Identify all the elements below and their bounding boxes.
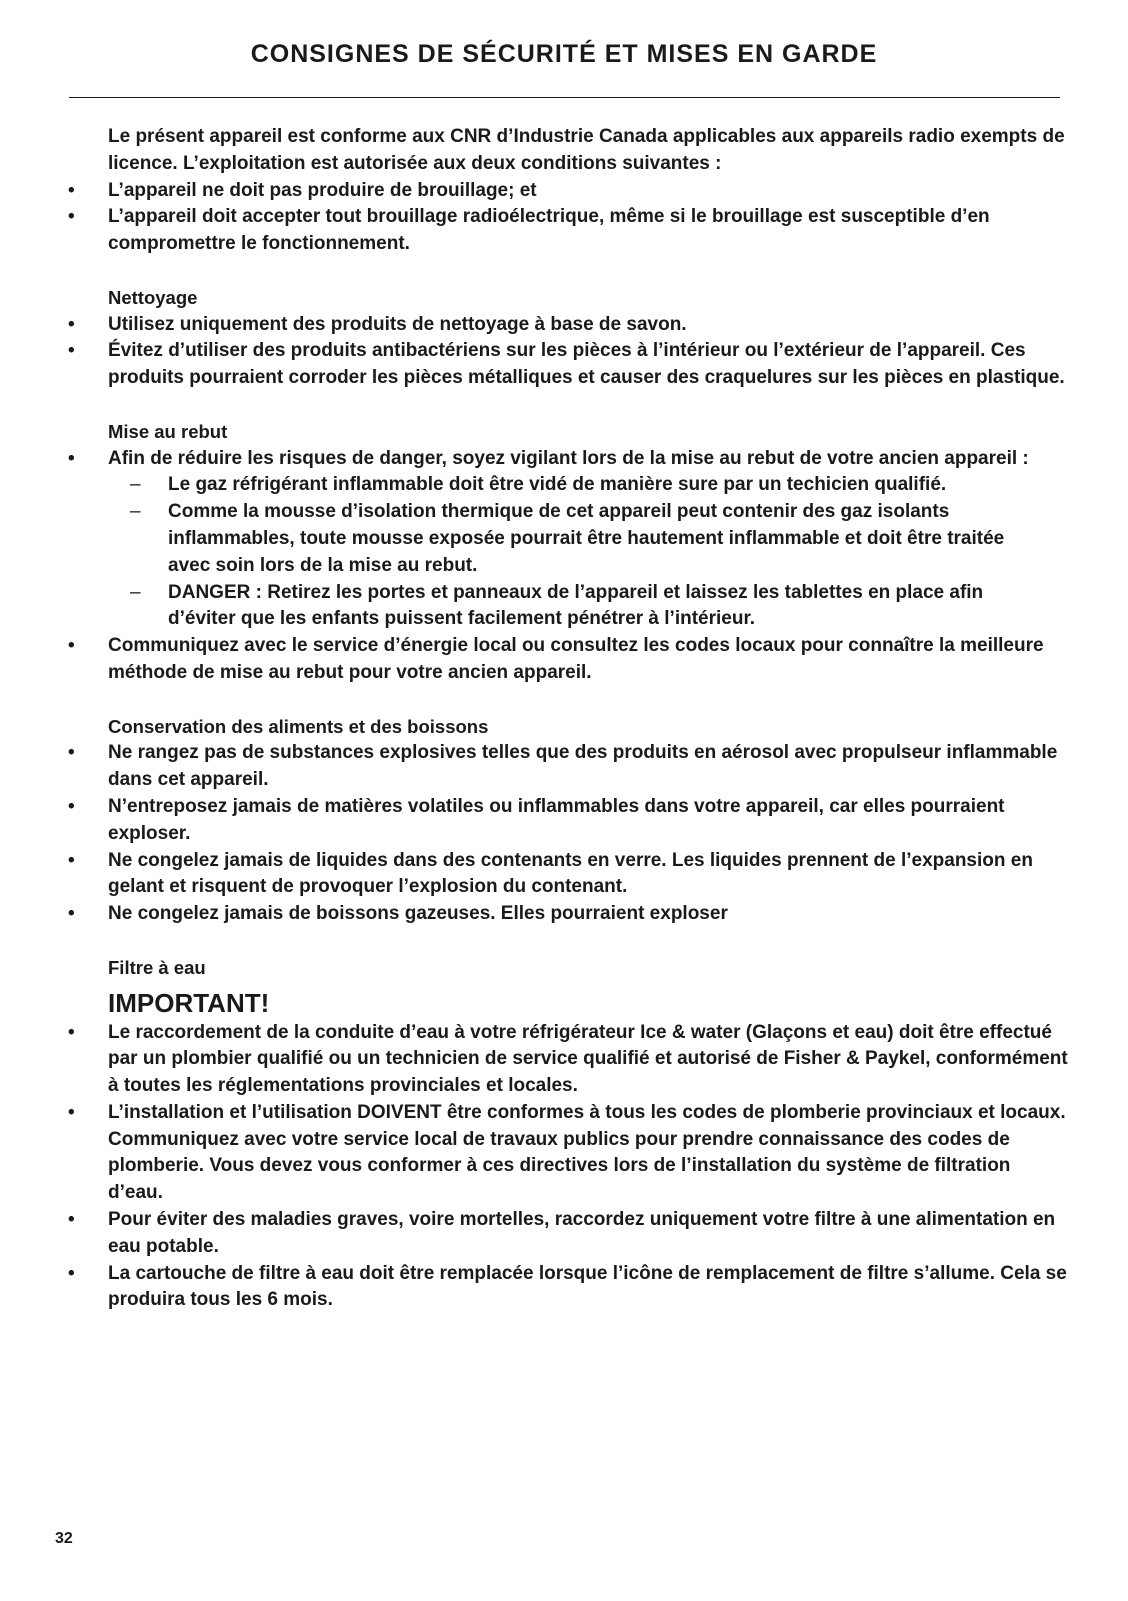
filtre-bullet-list	[0, 1020, 1128, 1315]
list-item: • La cartouche de filtre à eau doit être remplacée lorsque l’icône de remplacement de filtre s’allume. Cela se produira tous les 6 mois.	[68, 1262, 1067, 1311]
page-number: 32	[55, 1530, 73, 1547]
section-heading: Filtre à eau	[108, 956, 206, 978]
bullet-icon: •	[68, 447, 75, 469]
section-filtre	[0, 955, 1128, 1315]
rebut-sub-list	[108, 472, 1068, 633]
section-mise-au-rebut	[0, 419, 1128, 687]
intro-bullet-list	[0, 178, 1128, 258]
list-item: • Afin de réduire les risques de danger, soyez vigilant lors de la mise au rebut de votre ancien appareil : – Le gaz réfrigérant inflammable doit être vidé de manière sure par un techicien qualifié. – Comme la mousse d’isolation thermique de cet appareil peut contenir des gaz isolants inflammables, toute mousse exposée pourrait être hautement inflammable et doit être traitée avec soin lors de la mise au rebut. – DANGER : Retirez les portes et panneaux de l’appareil et laissez les tablettes en place afin d’éviter que les enfants puissent facilement pénétrer à l’intérieur.	[0, 446, 1068, 634]
bullet-icon: •	[68, 635, 75, 657]
bullet-icon: •	[68, 206, 75, 228]
bullet-icon: •	[68, 742, 75, 764]
sub-list-item: – Le gaz réfrigérant inflammable doit être vidé de manière sure par un techicien qualifié.	[108, 472, 1048, 499]
bullet-icon: •	[68, 795, 75, 817]
bullet-icon: •	[68, 179, 75, 201]
list-item: • Communiquez avec le service d’énergie local ou consultez les codes locaux pour connaître la meilleure méthode de mise au rebut pour votre ancien appareil.	[68, 635, 1044, 683]
important-heading: IMPORTANT!	[108, 987, 270, 1018]
document-body	[0, 124, 1128, 1314]
bullet-icon: •	[68, 1209, 75, 1231]
page-title: CONSIGNES DE SÉCURITÉ ET MISES EN GARDE	[250, 40, 878, 68]
section-heading: Conservation des aliments et des boissons	[108, 715, 489, 737]
list-item: • L’installation et l’utilisation DOIVENT être conformes à tous les codes de plomberie provinciaux et locaux. Communiquez avec votre service local de travaux publics pour prendre connaissance des codes de plomberie. Vous devez vous conformer à ces directives lors de l’installation du système de filtration d’eau.	[68, 1101, 1066, 1204]
bullet-icon: •	[68, 1021, 75, 1043]
section-heading: Mise au rebut	[108, 420, 228, 442]
section-nettoyage	[0, 285, 1128, 392]
bullet-icon: •	[68, 313, 75, 335]
bullet-icon: •	[68, 849, 75, 871]
list-item: • N’entreposez jamais de matières volatiles ou inflammables dans votre appareil, car elles pourraient exploser.	[68, 795, 1005, 844]
dash-icon: –	[130, 474, 141, 496]
list-item: • L’appareil doit accepter tout brouillage radioélectrique, même si le brouillage est susceptible d’en compromettre le fonctionnement.	[68, 206, 990, 255]
list-item: • Le raccordement de la conduite d’eau à votre réfrigérateur Ice & water (Glaçons et eau) doit être effectué par un plombier qualifié ou un technicien de service qualifié et autorisé de Fisher & Paykel, conformément à toutes les réglementations provinciales et locales.	[68, 1021, 1068, 1097]
dash-icon: –	[130, 581, 141, 603]
list-item: • Utilisez uniquement des produits de nettoyage à base de savon.	[0, 312, 1068, 339]
bullet-icon: •	[68, 903, 75, 925]
rebut-bullet-list	[0, 446, 1128, 687]
list-item: • Ne congelez jamais de liquides dans des contenants en verre. Les liquides prennent de l’expansion en gelant et risquent de provoquer l’explosion du contenant.	[68, 849, 1033, 898]
section-heading: Nettoyage	[108, 286, 198, 308]
conservation-bullet-list	[0, 740, 1128, 928]
header-divider	[69, 97, 1060, 98]
bullet-icon: •	[68, 1101, 75, 1123]
bullet-icon: •	[68, 340, 75, 362]
dash-icon: –	[130, 501, 141, 523]
bullet-icon: •	[68, 1262, 75, 1284]
intro-paragraph: Le présent appareil est conforme aux CNR d’Industrie Canada applicables aux appareils radio exempts de licence. L’exploitation est autorisée aux deux conditions suivantes :	[108, 126, 1065, 174]
sub-list-item: – Comme la mousse d’isolation thermique de cet appareil peut contenir des gaz isolants inflammables, toute mousse exposée pourrait être hautement inflammable et doit être traitée avec soin lors de la mise au rebut.	[130, 501, 1005, 576]
section-conservation	[0, 714, 1128, 928]
list-item: • L’appareil ne doit pas produire de brouillage; et	[0, 178, 1068, 205]
list-item: • Évitez d’utiliser des produits antibactériens sur les pièces à l’intérieur ou l’extérieur de l’appareil. Ces produits pourraient corroder les pièces métalliques et causer des craquelures sur les pièces en plastique.	[68, 340, 1065, 389]
list-item: • Pour éviter des maladies graves, voire mortelles, raccordez uniquement votre filtre à une alimentation en eau potable.	[68, 1209, 1056, 1257]
sub-list-item: – DANGER : Retirez les portes et panneaux de l’appareil et laissez les tablettes en place afin d’éviter que les enfants puissent facilement pénétrer à l’intérieur.	[130, 581, 984, 630]
list-item: • Ne rangez pas de substances explosives telles que des produits en aérosol avec propulseur inflammable dans cet appareil.	[68, 742, 1058, 791]
nettoyage-bullet-list	[0, 312, 1128, 392]
list-item: • Ne congelez jamais de boissons gazeuses. Elles pourraient exploser	[0, 901, 1068, 928]
